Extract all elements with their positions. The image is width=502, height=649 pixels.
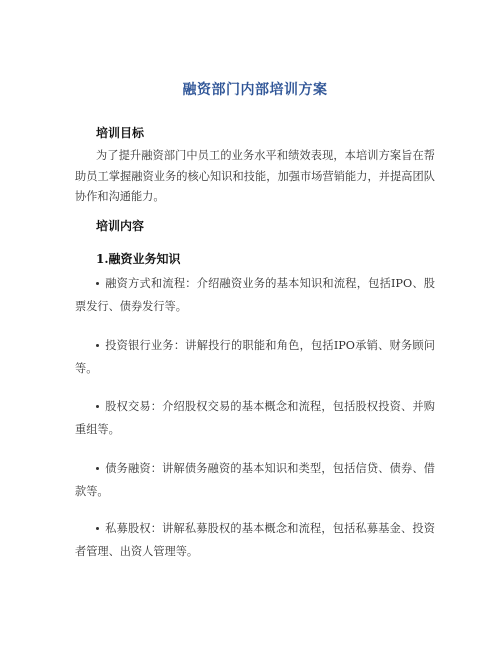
- list-item: [75, 518, 435, 563]
- list-item: [75, 335, 435, 380]
- bullet-dot-icon: [96, 467, 99, 470]
- bullet-dot-icon: [96, 344, 99, 347]
- section-1-title: 1.融资业务知识: [96, 252, 181, 266]
- list-item-text: 融资方式和流程：介绍融资业务的基本知识和流程，包括IPO、股票发行、债券发行等。: [75, 277, 435, 313]
- list-item: [75, 273, 435, 318]
- bullet-dot-icon: [96, 282, 99, 285]
- list-item-text: 私募股权：讲解私募股权的基本概念和流程，包括私募基金、投资者管理、出资人管理等。: [75, 522, 435, 558]
- list-item-text: 投资银行业务：讲解投行的职能和角色，包括IPO承销、财务顾问等。: [75, 339, 435, 375]
- bullet-dot-icon: [96, 405, 99, 408]
- list-item: [75, 458, 435, 503]
- list-item-text: 债务融资：讲解债务融资的基本知识和类型，包括信贷、债券、借款等。: [75, 462, 435, 498]
- bullet-dot-icon: [96, 527, 99, 530]
- document-title: 融资部门内部培训方案: [182, 82, 328, 98]
- content-heading: 培训内容: [96, 219, 145, 233]
- list-item-text: 股权交易：介绍股权交易的基本概念和流程，包括股权投资、并购重组等。: [75, 400, 435, 436]
- objective-paragraph: 为了提升融资部门中员工的业务水平和绩效表现，本培训方案旨在帮助员工掌握融资业务的核心知识和技能，加强市场营销能力，并提高团队协作和沟通能力。: [75, 149, 435, 203]
- objective-heading: 培训目标: [96, 126, 145, 140]
- list-item: [75, 396, 435, 441]
